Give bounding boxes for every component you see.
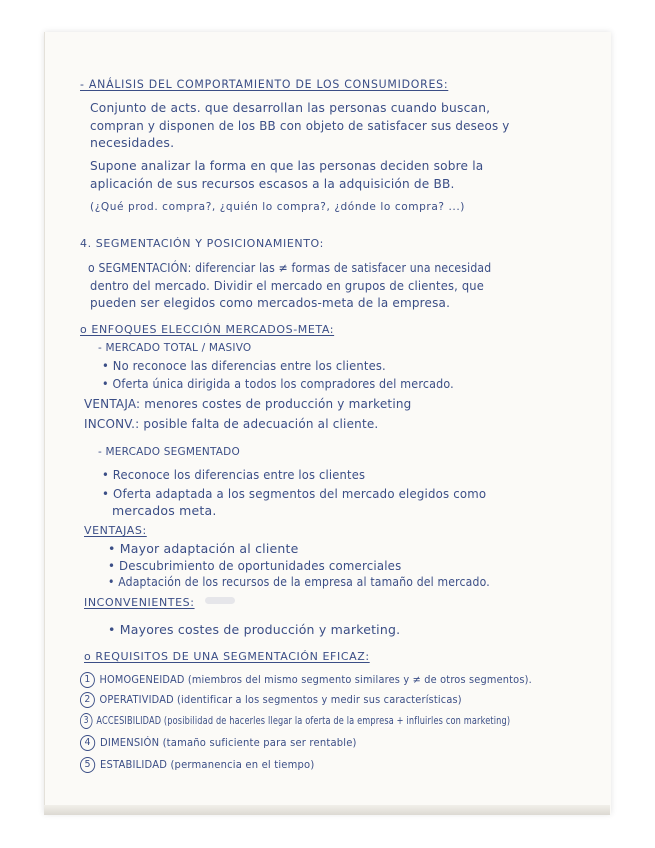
- subheading-segmented-market: - MERCADO SEGMENTADO: [98, 446, 240, 458]
- advantage-line: VENTAJA: menores costes de producción y marketing: [84, 396, 412, 411]
- bullet-item: • Adaptación de los recursos de la empresa al tamaño del mercado.: [108, 574, 490, 589]
- requirement-text: ACCESIBILIDAD (posibilidad de hacerles llegar la oferta de la empresa + influirles con marketing): [96, 715, 511, 727]
- text-line: o SEGMENTACIÓN: diferenciar las ≠ formas de satisfacer una necesidad: [88, 260, 492, 275]
- requirement-item: [80, 713, 510, 729]
- text-line: dentro del mercado. Dividir el mercado en grupos de clientes, que: [90, 278, 485, 293]
- circled-number: 2: [80, 692, 95, 708]
- circled-number: 1: [80, 672, 95, 688]
- text-line: Supone analizar la forma en que las personas deciden sobre la: [90, 158, 484, 173]
- bullet-item: • No reconoce las diferencias entre los clientes.: [102, 358, 386, 373]
- disadvantage-line: INCONV.: posible falta de adecuación al cliente.: [84, 416, 379, 431]
- requirement-text: OPERATIVIDAD (identificar a los segmentos y medir sus características): [99, 694, 462, 706]
- heading-consumer-behaviour: - ANÁLISIS DEL COMPORTAMIENTO DE LOS CONSUMIDORES:: [80, 77, 449, 91]
- text-line: compran y disponen de los BB con objeto de satisfacer sus deseos y: [90, 118, 510, 133]
- text-line: (¿Qué prod. compra?, ¿quién lo compra?, ¿dónde lo compra? ...): [90, 200, 465, 213]
- text-line: Conjunto de acts. que desarrollan las personas cuando buscan,: [90, 100, 491, 115]
- text-line: aplicación de sus recursos escasos a la adquisición de BB.: [90, 176, 455, 191]
- bullet-item: • Mayores costes de producción y marketing.: [108, 622, 401, 637]
- circled-number: 5: [80, 757, 95, 773]
- heading-disadvantages: INCONVENIENTES:: [84, 596, 195, 609]
- bullet-item: • Oferta única dirigida a todos los compradores del mercado.: [102, 376, 454, 391]
- circled-number: 3: [80, 713, 92, 729]
- bullet-item: • Mayor adaptación al cliente: [108, 541, 299, 556]
- subheading-mass-market: - MERCADO TOTAL / MASIVO: [98, 342, 252, 354]
- circled-number: 4: [80, 735, 95, 751]
- requirement-item: [80, 672, 532, 688]
- heading-segmentation-requirements: o REQUISITOS DE UNA SEGMENTACIÓN EFICAZ:: [84, 650, 370, 663]
- requirement-item: [80, 692, 462, 708]
- bullet-item: • Oferta adaptada a los segmentos del mercado elegidos como: [102, 486, 487, 501]
- requirement-text: HOMOGENEIDAD (miembros del mismo segmento similares y ≠ de otros segmentos).: [99, 674, 532, 686]
- bullet-item: • Reconoce los diferencias entre los clientes: [102, 467, 366, 482]
- requirement-text: DIMENSIÓN (tamaño suficiente para ser rentable): [99, 737, 357, 749]
- requirement-item: [80, 757, 314, 773]
- text-line: pueden ser elegidos como mercados-meta de la empresa.: [90, 295, 451, 310]
- page-edge: [44, 805, 610, 815]
- text-line: mercados meta.: [112, 503, 217, 518]
- heading-advantages: VENTAJAS:: [84, 524, 147, 537]
- heading-segmentation: 4. SEGMENTACIÓN Y POSICIONAMIENTO:: [80, 237, 324, 250]
- requirement-text: ESTABILIDAD (permanencia en el tiempo): [99, 759, 315, 771]
- requirement-item: [80, 735, 357, 751]
- heading-target-market-approaches: o ENFOQUES ELECCIÓN MERCADOS-META:: [80, 323, 335, 336]
- bullet-item: • Descubrimiento de oportunidades comerciales: [108, 558, 402, 573]
- eraser-smudge: [205, 597, 235, 604]
- text-line: necesidades.: [90, 135, 175, 150]
